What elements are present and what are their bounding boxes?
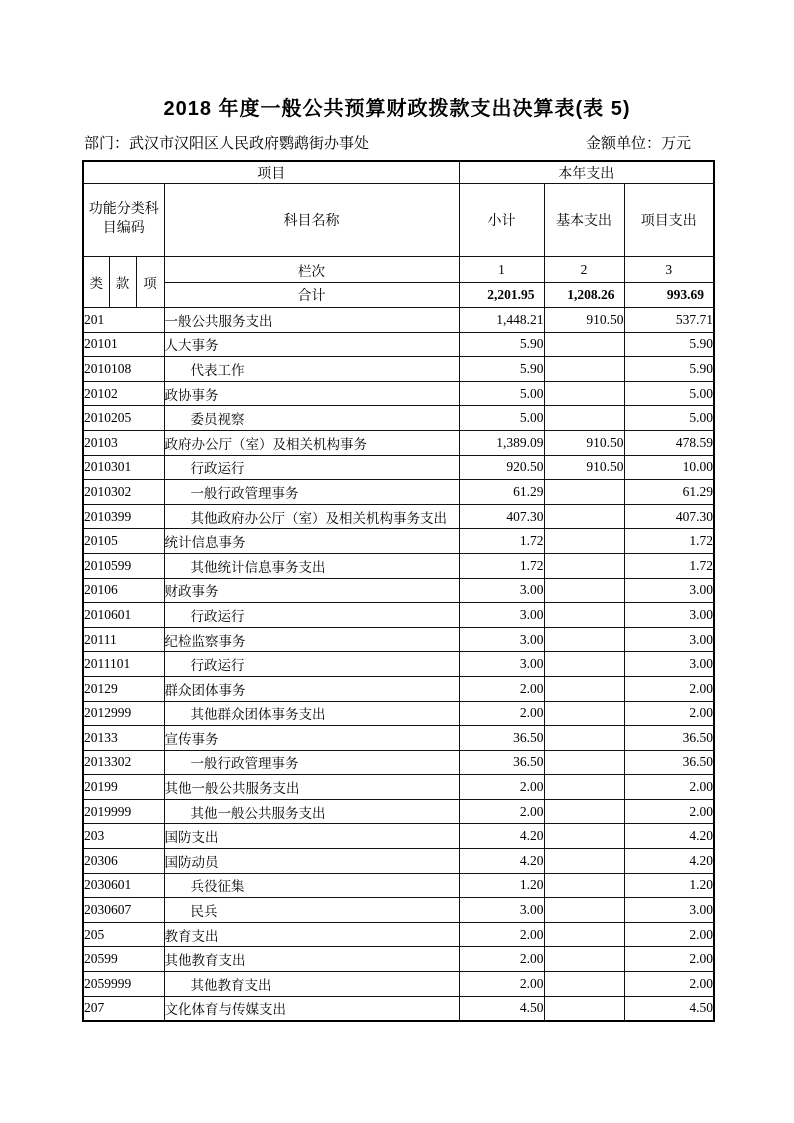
row-basic-cell [544, 676, 624, 701]
header-col-index-1: 1 [459, 257, 544, 283]
row-code-cell: 2010108 [83, 357, 164, 382]
table-row [83, 308, 714, 333]
table-row [83, 922, 714, 947]
row-name-cell: 人大事务 [164, 332, 459, 357]
row-basic-cell [544, 652, 624, 677]
row-subtotal-cell: 3.00 [459, 627, 544, 652]
row-project-cell: 3.00 [624, 603, 714, 628]
table-row [83, 799, 714, 824]
row-name-cell: 委员视察 [164, 406, 459, 431]
row-project-cell: 5.90 [624, 332, 714, 357]
row-name-cell: 兵役征集 [164, 873, 459, 898]
row-subtotal-cell: 4.20 [459, 849, 544, 874]
table-row [83, 676, 714, 701]
row-code-cell: 20106 [83, 578, 164, 603]
table-row [83, 480, 714, 505]
row-subtotal-cell: 2.00 [459, 947, 544, 972]
row-basic-cell: 910.50 [544, 430, 624, 455]
table-row [83, 627, 714, 652]
row-code-cell: 205 [83, 922, 164, 947]
row-name-cell: 财政事务 [164, 578, 459, 603]
row-project-cell: 61.29 [624, 480, 714, 505]
table-body [83, 308, 714, 1022]
row-project-cell: 1.20 [624, 873, 714, 898]
row-subtotal-cell: 2.00 [459, 676, 544, 701]
row-subtotal-cell: 2.00 [459, 775, 544, 800]
row-basic-cell [544, 701, 624, 726]
table-row [83, 750, 714, 775]
row-basic-cell [544, 627, 624, 652]
row-name-cell: 其他政府办公厅（室）及相关机构事务支出 [164, 504, 459, 529]
row-project-cell: 4.20 [624, 849, 714, 874]
row-code-cell: 20105 [83, 529, 164, 554]
table-row [83, 824, 714, 849]
table-row [83, 603, 714, 628]
header-basic-expense: 基本支出 [544, 184, 624, 257]
row-code-cell: 2010302 [83, 480, 164, 505]
row-code-cell: 20111 [83, 627, 164, 652]
row-basic-cell [544, 381, 624, 406]
row-basic-cell [544, 898, 624, 923]
department-value: 武汉市汉阳区人民政府鹦鹉街办事处 [129, 136, 370, 152]
row-project-cell: 4.20 [624, 824, 714, 849]
row-code-cell: 2010599 [83, 553, 164, 578]
row-project-cell: 36.50 [624, 726, 714, 751]
row-subtotal-cell: 2.00 [459, 701, 544, 726]
row-name-cell: 教育支出 [164, 922, 459, 947]
row-basic-cell [544, 726, 624, 751]
row-code-cell: 20199 [83, 775, 164, 800]
department-line [84, 134, 369, 154]
row-name-cell: 其他一般公共服务支出 [164, 775, 459, 800]
row-name-cell: 其他教育支出 [164, 947, 459, 972]
table-row [83, 332, 714, 357]
row-code-cell: 2030607 [83, 898, 164, 923]
row-code-cell: 20102 [83, 381, 164, 406]
total-basic-expense: 1,208.26 [544, 283, 624, 308]
table-header [83, 161, 714, 308]
row-subtotal-cell: 1.72 [459, 553, 544, 578]
row-subtotal-cell: 4.20 [459, 824, 544, 849]
row-basic-cell [544, 553, 624, 578]
row-project-cell: 2.00 [624, 775, 714, 800]
row-code-cell: 2010301 [83, 455, 164, 480]
header-row-lanci [83, 257, 714, 283]
total-row [83, 283, 714, 308]
row-name-cell: 政协事务 [164, 381, 459, 406]
row-basic-cell [544, 480, 624, 505]
row-code-cell: 2019999 [83, 799, 164, 824]
table-row [83, 357, 714, 382]
row-project-cell: 478.59 [624, 430, 714, 455]
row-basic-cell [544, 357, 624, 382]
row-subtotal-cell: 3.00 [459, 898, 544, 923]
table-row [83, 849, 714, 874]
table-row [83, 947, 714, 972]
row-subtotal-cell: 4.50 [459, 996, 544, 1021]
row-basic-cell [544, 504, 624, 529]
row-code-cell: 203 [83, 824, 164, 849]
row-project-cell: 5.00 [624, 381, 714, 406]
row-subtotal-cell: 2.00 [459, 972, 544, 997]
row-project-cell: 2.00 [624, 972, 714, 997]
table-row [83, 455, 714, 480]
row-name-cell: 民兵 [164, 898, 459, 923]
header-column-index-label: 栏次 [164, 257, 459, 283]
row-name-cell: 行政运行 [164, 652, 459, 677]
header-row-groups [83, 161, 714, 184]
unit-value: 万元 [660, 136, 691, 152]
row-subtotal-cell: 3.00 [459, 652, 544, 677]
row-name-cell: 一般行政管理事务 [164, 750, 459, 775]
table-row [83, 652, 714, 677]
row-name-cell: 国防支出 [164, 824, 459, 849]
row-code-cell: 2059999 [83, 972, 164, 997]
table-row [83, 406, 714, 431]
table-row [83, 430, 714, 455]
header-col-index-3: 3 [624, 257, 714, 283]
table-row [83, 898, 714, 923]
table-row [83, 529, 714, 554]
table-row [83, 504, 714, 529]
header-project-expense: 项目支出 [624, 184, 714, 257]
table-row [83, 701, 714, 726]
total-label: 合计 [164, 283, 459, 308]
row-subtotal-cell: 5.90 [459, 357, 544, 382]
row-code-cell: 2010205 [83, 406, 164, 431]
row-basic-cell [544, 873, 624, 898]
total-subtotal: 2,201.95 [459, 283, 544, 308]
row-name-cell: 其他一般公共服务支出 [164, 799, 459, 824]
row-code-cell: 2010601 [83, 603, 164, 628]
row-basic-cell [544, 406, 624, 431]
row-project-cell: 537.71 [624, 308, 714, 333]
row-code-cell: 2011101 [83, 652, 164, 677]
row-project-cell: 3.00 [624, 652, 714, 677]
row-basic-cell [544, 332, 624, 357]
row-code-cell: 20306 [83, 849, 164, 874]
meta-line [84, 134, 715, 154]
row-code-cell: 201 [83, 308, 164, 333]
row-project-cell: 407.30 [624, 504, 714, 529]
table-row [83, 578, 714, 603]
row-basic-cell [544, 947, 624, 972]
department-label: 部门： [84, 136, 130, 152]
row-subtotal-cell: 5.90 [459, 332, 544, 357]
row-code-cell: 207 [83, 996, 164, 1021]
header-subtotal: 小计 [459, 184, 544, 257]
row-name-cell: 文化体育与传媒支出 [164, 996, 459, 1021]
table-row [83, 726, 714, 751]
row-subtotal-cell: 1,389.09 [459, 430, 544, 455]
row-project-cell: 4.50 [624, 996, 714, 1021]
row-subtotal-cell: 61.29 [459, 480, 544, 505]
row-name-cell: 一般行政管理事务 [164, 480, 459, 505]
header-row-columns [83, 184, 714, 257]
row-project-cell: 2.00 [624, 799, 714, 824]
row-project-cell: 1.72 [624, 553, 714, 578]
row-subtotal-cell: 1,448.21 [459, 308, 544, 333]
page-title: 2018 年度一般公共预算财政拨款支出决算表(表 5) [163, 98, 631, 120]
header-code: 功能分类科目编码 [83, 184, 164, 257]
row-subtotal-cell: 3.00 [459, 603, 544, 628]
row-code-cell: 20599 [83, 947, 164, 972]
row-code-cell: 2013302 [83, 750, 164, 775]
row-project-cell: 2.00 [624, 701, 714, 726]
row-name-cell: 政府办公厅（室）及相关机构事务 [164, 430, 459, 455]
row-basic-cell [544, 775, 624, 800]
row-project-cell: 5.00 [624, 406, 714, 431]
row-code-cell: 20133 [83, 726, 164, 751]
header-subject-name: 科目名称 [164, 184, 459, 257]
row-basic-cell [544, 750, 624, 775]
row-subtotal-cell: 5.00 [459, 381, 544, 406]
row-name-cell: 群众团体事务 [164, 676, 459, 701]
row-basic-cell [544, 922, 624, 947]
row-code-cell: 2030601 [83, 873, 164, 898]
row-project-cell: 36.50 [624, 750, 714, 775]
header-project-group: 项目 [83, 161, 459, 184]
row-subtotal-cell: 1.72 [459, 529, 544, 554]
row-name-cell: 其他群众团体事务支出 [164, 701, 459, 726]
row-subtotal-cell: 5.00 [459, 406, 544, 431]
table-row [83, 972, 714, 997]
row-project-cell: 2.00 [624, 676, 714, 701]
row-name-cell: 其他教育支出 [164, 972, 459, 997]
header-item: 项 [136, 257, 164, 308]
row-subtotal-cell: 36.50 [459, 726, 544, 751]
table-row [83, 775, 714, 800]
row-basic-cell [544, 799, 624, 824]
header-section: 款 [109, 257, 136, 308]
row-code-cell: 20103 [83, 430, 164, 455]
budget-table [82, 160, 715, 1022]
row-code-cell: 2010399 [83, 504, 164, 529]
row-project-cell: 2.00 [624, 947, 714, 972]
row-project-cell: 5.90 [624, 357, 714, 382]
row-subtotal-cell: 407.30 [459, 504, 544, 529]
row-basic-cell: 910.50 [544, 308, 624, 333]
table-row [83, 381, 714, 406]
row-basic-cell [544, 824, 624, 849]
row-basic-cell [544, 972, 624, 997]
row-name-cell: 统计信息事务 [164, 529, 459, 554]
row-project-cell: 2.00 [624, 922, 714, 947]
row-name-cell: 一般公共服务支出 [164, 308, 459, 333]
row-basic-cell [544, 603, 624, 628]
row-name-cell: 行政运行 [164, 455, 459, 480]
total-project-expense: 993.69 [624, 283, 714, 308]
row-subtotal-cell: 2.00 [459, 922, 544, 947]
row-name-cell: 国防动员 [164, 849, 459, 874]
row-name-cell: 行政运行 [164, 603, 459, 628]
row-project-cell: 3.00 [624, 898, 714, 923]
header-class: 类 [83, 257, 109, 308]
header-year-expense-group: 本年支出 [459, 161, 714, 184]
row-name-cell: 其他统计信息事务支出 [164, 553, 459, 578]
row-subtotal-cell: 3.00 [459, 578, 544, 603]
row-code-cell: 2012999 [83, 701, 164, 726]
row-subtotal-cell: 36.50 [459, 750, 544, 775]
row-name-cell: 代表工作 [164, 357, 459, 382]
row-subtotal-cell: 1.20 [459, 873, 544, 898]
row-project-cell: 3.00 [624, 627, 714, 652]
row-basic-cell [544, 849, 624, 874]
row-code-cell: 20101 [83, 332, 164, 357]
table-row [83, 553, 714, 578]
row-project-cell: 3.00 [624, 578, 714, 603]
row-basic-cell: 910.50 [544, 455, 624, 480]
row-subtotal-cell: 920.50 [459, 455, 544, 480]
row-code-cell: 20129 [83, 676, 164, 701]
table-row [83, 873, 714, 898]
row-project-cell: 10.00 [624, 455, 714, 480]
row-basic-cell [544, 996, 624, 1021]
row-project-cell: 1.72 [624, 529, 714, 554]
row-name-cell: 宣传事务 [164, 726, 459, 751]
header-col-index-2: 2 [544, 257, 624, 283]
unit-line [586, 134, 691, 154]
table-row [83, 996, 714, 1021]
row-subtotal-cell: 2.00 [459, 799, 544, 824]
row-basic-cell [544, 578, 624, 603]
row-name-cell: 纪检监察事务 [164, 627, 459, 652]
unit-label: 金额单位： [585, 136, 661, 152]
row-basic-cell [544, 529, 624, 554]
